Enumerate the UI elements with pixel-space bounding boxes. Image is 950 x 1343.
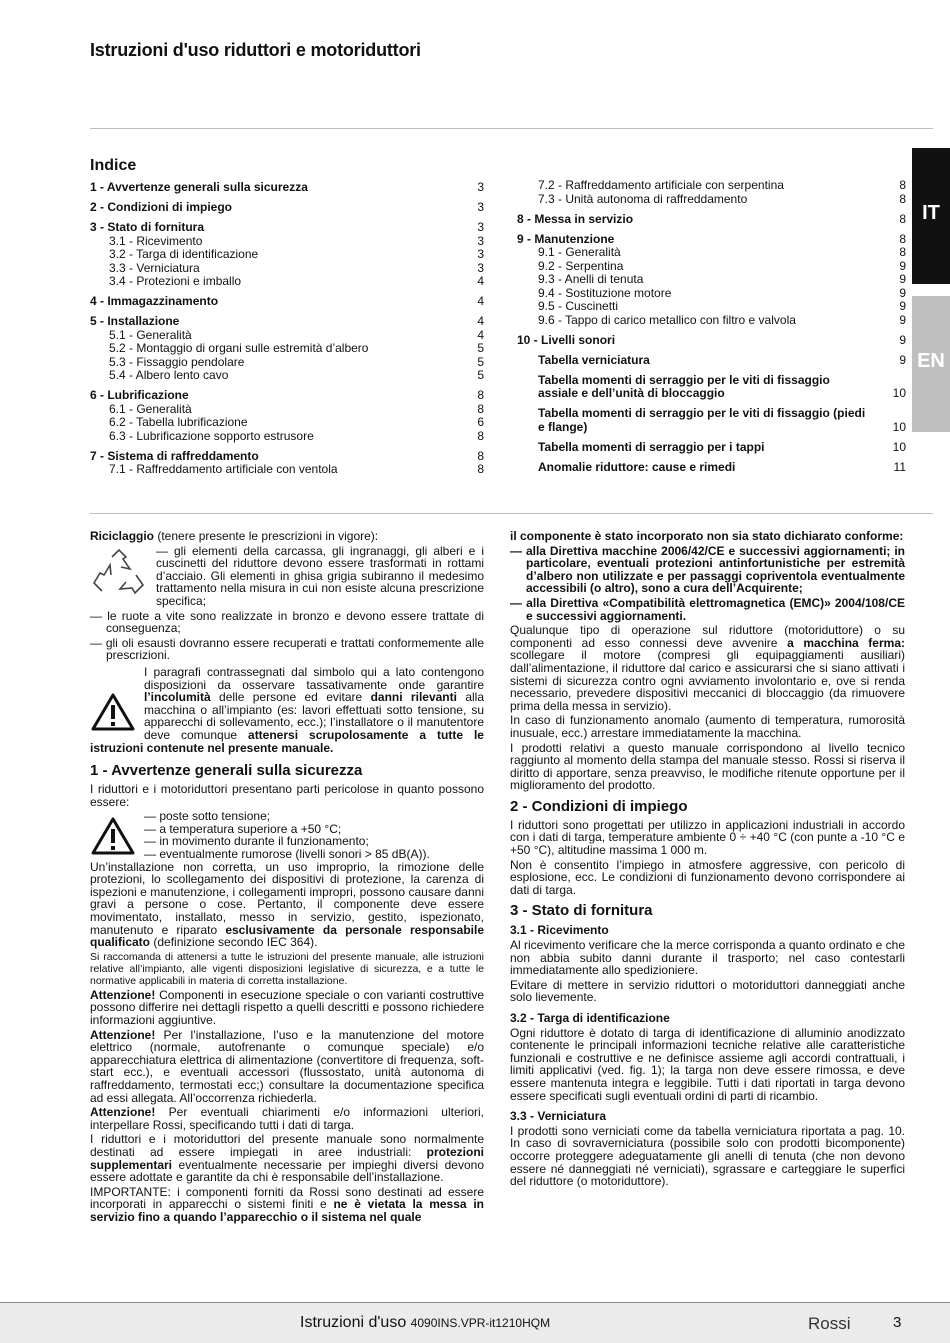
toc-entry-page: 9 [899,332,906,347]
symbol-bold-3: attenersi scrupolosamente a tutte le istruzioni contenute nel presente manuale. [90,727,484,755]
toc-entry-label: 3.2 - Targa di identificazione [109,247,259,261]
toc-entry-page: 9 [899,299,906,313]
imp-a: IMPORTANTE: i componenti forniti da Rossi sono destinati ad essere incorporati in apparecchi o sistemi finiti e [90,1184,484,1212]
toc-entry[interactable] [90,430,484,444]
page-number: 3 [893,1314,902,1331]
section-3-3-title: 3.3 - Verniciatura [510,1109,607,1124]
toc-entry[interactable] [90,248,484,262]
toc-entry-page: 9 [899,272,906,286]
toc-entry-page: 8 [899,178,906,192]
anomaly-paragraph: In caso di funzionamento anomalo (aumento di temperatura, rumorosità inusuale, ecc.) arrestare immediatamente la macchina. [510,713,905,740]
toc-entry[interactable] [517,287,906,301]
toc-entry[interactable] [90,221,484,235]
attention-2-text: Per l’installazione, l’uso e la manutenzione del motore elettrico (normale, autofrenante o comunque speciale) e/o apparecchiatura elettrica di alimentazione (convertitore di frequenza, soft-start ecc.), e eventuali accessori (flussostato, unità autonoma di raffreddamento, termostati ecc;) consultare la documentazione specifica ad essi allegata. All’occorrenza richiederla. [90,1027,484,1105]
recycling-item-1: — gli elementi della carcassa, gli ingranaggi, gli alberi e i cuscinetti del riduttore devono essere trasformati in rottami d’acciaio. Gli elementi in ghisa grigia subiranno il medesimo trattamento nella misura in cui non esiste alcuna prescrizione specifica; [156,544,484,608]
left-text-column [90,530,484,1226]
attention-2 [90,1029,484,1105]
attention-3-text: Per eventuali chiarimenti e/o informazioni ulteriori, interpellare Rossi, specificando tutti i dati di targa. [90,1105,484,1132]
document-title: Istruzioni d'uso riduttori e motoriduttori [90,40,421,60]
section-2-paragraph-2: Non è consentito l’impiego in atmosfere aggressive, con pericolo di esplosione, ecc. Le condizioni di funzionamento devono corrispondere ai dati di targa. [510,857,905,897]
recycling-item-2: — le ruote a vite sono realizzate in bronzo e devono essere trattate di conseguenza; [90,608,484,636]
recycling-intro-text: (tenere presente le prescrizioni in vigore): [154,529,379,543]
toc-entry-label: 8 - Messa in servizio [517,211,634,226]
toc-entry[interactable] [517,260,906,274]
toc-entry[interactable] [90,342,484,356]
op-b: a macchina ferma: [787,635,905,650]
toc-entry-page: 8 [899,211,906,226]
toc-entry-label: Tabella verniciatura [538,352,650,367]
attention-label: Attenzione! [90,1105,156,1120]
recycling-intro [90,530,484,543]
toc-entry-label: 9.1 - Generalità [538,245,621,259]
toc-entry[interactable] [517,461,906,475]
toc-heading: Indice [90,157,137,174]
recycling-label: Riciclaggio [90,529,155,543]
toc-entry-page: 9 [899,352,906,367]
op-a: Qualunque tipo di operazione sul riduttore (motoriduttore) o su componenti ad esso connessi deve avvenire [510,623,905,650]
footer-document-code: 4090INS.VPR-it1210HQM [410,1316,551,1330]
toc-entry[interactable] [517,441,906,455]
toc-entry[interactable] [517,233,906,247]
prof-c: eventualmente necessarie per impieghi diversi devono essere adottate e garantite da chi è responsabile dell’installazione. [90,1157,484,1185]
toc-entry[interactable] [90,403,484,417]
toc-entry-page: 8 [477,388,484,402]
toc-entry-label: 10 - Livelli sonori [517,332,616,347]
toc-entry-label: 9.2 - Serpentina [538,258,624,273]
hazard-item-1: — poste sotto tensione; [144,810,271,824]
toc-entry-label: 5.2 - Montaggio di organi sulle estremità d’albero [109,341,369,355]
symbol-bold-2: danni rilevanti [370,690,457,705]
toc-entry-page: 8 [899,191,906,206]
hazard-list-block [90,810,484,860]
toc-entry-label: 2 - Condizioni di impiego [90,200,232,214]
toc-entry-label: 7.3 - Unità autonoma di raffreddamento [538,191,748,206]
attention-label: Attenzione! [90,987,156,1002]
toc-entry-page: 5 [477,341,484,355]
toc-entry-page: 4 [477,294,484,308]
toc-entry-page: 3 [477,180,484,194]
warning-icon [90,692,136,732]
toc-entry-label: 9.6 - Tappo di carico metallico con filtro e valvola [538,312,796,327]
toc-entry[interactable] [517,213,906,227]
toc-entry[interactable] [517,246,906,260]
toc-entry-label: 3.4 - Protezioni e imballo [109,274,242,288]
toc-entry[interactable] [90,329,484,343]
recycling-icon [90,547,148,599]
footer-title-text: Istruzioni d'uso [300,1314,411,1331]
toc-entry-page: 5 [477,354,484,369]
toc-entry[interactable] [90,295,484,309]
toc-entry-page: 9 [899,312,906,327]
s1-p2b: esclusivamente da personale responsabile qualificato [90,922,485,950]
toc-entry-label: 7.2 - Raffreddamento artificiale con serpentina [538,178,784,192]
s1-p2a: Un’installazione non corretta, un uso improprio, la rimozione delle protezioni, lo scollegamento dei dispositivi di protezione, la carenza di ispezioni e manutenzione, i collegamenti impropri, possono causare danni gravi a persone o cose. Pertanto, il componente deve essere movimentato, installato, messo in servizio, gestito, ispezionato, manutenuto e riparato [90,859,484,937]
section-3-1-paragraph-2: Evitare di mettere in servizio riduttori o motoriduttori danneggiati anche solo lievemente. [510,977,905,1005]
section-3-2-paragraph: Ogni riduttore è dotato di targa di identificazione di alluminio anodizzato contenente le principali informazioni tecniche relative alle caratteristiche funzionali e costruttive e ne definisce assieme agli accordi contrattuali, i limiti applicativi (ved. fig. 1); la targa non deve essere rimossa, e deve essere mantenuta integra e leggibile. Tutti i dati riportati in targa devono essere specificati sugli eventuali ordini di parti di ricambio. [510,1025,905,1103]
continuation [510,530,905,543]
toc-entry-page: 4 [477,314,484,328]
attention-1 [90,989,484,1027]
toc-entry-page: 3 [477,247,484,261]
toc-entry-page: 10 [892,419,906,434]
toc-entry[interactable] [90,262,484,276]
symbol-text-3: alla macchina o all’impianto (es: lavori effettuati sotto tensione, su apparecchi di sollevamento, ecc.); l’installatore o il manutentore deve comunque [144,690,484,742]
symbol-text-1: I paragrafi contrassegnati dal simbolo qui a lato contengono disposizioni da osservare tassativamente onde garantire [144,665,484,692]
toc-entry[interactable] [517,407,906,434]
toc-entry-label: 6 - Lubrificazione [90,388,189,402]
toc-entry[interactable] [90,356,484,370]
toc-entry-page: 10 [892,386,906,400]
attention-label: Attenzione! [90,1027,156,1042]
toc-entry[interactable] [90,315,484,329]
toc-entry-page: 8 [899,231,906,246]
toc-entry-label: 9.4 - Sostituzione motore [538,285,672,300]
section-1-intro: I riduttori e i motoriduttori presentano parti pericolose in quanto possono essere: [90,782,484,809]
products-paragraph: I prodotti relativi a questo manuale corrispondono al livello tecnico raggiunto al momento della stampa del manuale stesso. Rossi si riserva il diritto di apportare, senza preavviso, le modifiche ritenute opportune per il miglioramento del prodotto. [510,740,905,793]
section-3-title: 3 - Stato di fornitura [510,902,653,920]
toc-entry-label: 7 - Sistema di raffreddamento [90,448,259,463]
directive-2 [510,597,905,622]
toc-entry-page: 10 [892,439,906,454]
symbol-bold-1: l’incolumità [144,690,211,705]
section-2-title: 2 - Condizioni di impiego [510,797,688,815]
section-1-note: Si raccomanda di attenersi a tutte le istruzioni del presente manuale, alle istruzioni relative all’impianto, alle vigenti disposizioni legislative di sicurezza, e a tutte le normative applicabili in materia di corretta installazione. [90,950,484,987]
toc-entry-page: 8 [477,401,484,416]
section-3-1-title: 3.1 - Ricevimento [510,923,609,938]
toc-entry-label: 9.3 - Anelli di tenuta [538,272,644,286]
attention-1-text: Componenti in esecuzione speciale o con varianti costruttive possono differire nei dettagli rispetto a quelli descritti e possono richiedere informazioni aggiuntive. [90,987,484,1027]
toc-entry-page: 4 [477,327,484,342]
toc-entry-label: Tabella momenti di serraggio per le viti di fissaggio (piedi e flange) [538,406,866,434]
toc-divider [90,513,933,514]
toc-entry[interactable] [517,334,906,348]
toc-entry-page: 8 [477,462,484,476]
footer-brand: Rossi [808,1314,851,1333]
toc-entry[interactable] [517,273,906,287]
toc-entry-page: 9 [899,258,906,273]
toc-entry-label: Tabella momenti di serraggio per le viti di fissaggio assiale e dell’unità di bloccaggio [538,372,830,400]
toc-entry-page: 8 [477,428,484,443]
toc-entry[interactable] [517,354,906,368]
toc-entry-page: 11 [893,459,906,474]
toc-entry-label: 5.1 - Generalità [109,327,192,342]
toc-entry-label: Tabella momenti di serraggio per i tappi [538,439,765,454]
toc-entry[interactable] [90,181,484,195]
toc-entry-label: 5 - Installazione [90,314,180,328]
continuation-text: il componente è stato incorporato non sia stato dichiarato conforme: [510,529,904,543]
toc-entry-page: 3 [477,220,484,234]
toc-entry-page: 8 [477,448,484,463]
recycling-item-3: — gli oli esausti dovranno essere recuperati e trattati conformemente alle prescrizioni. [90,635,484,663]
section-1-paragraph-2 [90,861,484,949]
safety-symbol-text [90,666,484,754]
toc-entry-label: 6.1 - Generalità [109,401,192,416]
warning-icon [90,816,136,856]
toc-entry-page: 3 [477,233,484,248]
prof-b: protezioni supplementari [90,1144,484,1172]
toc-entry[interactable] [517,179,906,193]
toc-left-column [90,181,484,477]
safety-symbol-block [90,666,484,756]
toc-entry[interactable] [90,235,484,249]
important-paragraph [90,1186,484,1224]
toc-entry[interactable] [517,374,906,401]
toc-entry-page: 5 [477,368,484,382]
protections-paragraph [90,1133,484,1183]
right-text-column [510,530,905,1190]
section-3-1-paragraph-1: Al ricevimento verificare che la merce corrisponda a quanto ordinato e che non abbia subito danni durante il trasporto; nel caso contestarli immediatamente allo spedizioniere. [510,938,905,978]
toc-entry[interactable] [90,389,484,403]
directive-1 [510,545,905,595]
prof-a: I riduttori e i motoriduttori del presente manuale sono normalmente destinati ad essere impiegati in aree industriali: [90,1132,484,1159]
toc-entry[interactable] [90,275,484,289]
hazard-item-3: — in movimento durante il funzionamento; [144,834,369,849]
toc-entry-label: 4 - Immagazzinamento [90,294,219,308]
toc-entry[interactable] [90,416,484,430]
toc-entry-label: 5.3 - Fissaggio pendolare [109,354,245,369]
symbol-text-2: delle persone ed evitare [210,690,371,705]
operation-paragraph [510,624,905,712]
toc-entry-page: 3 [477,200,484,214]
hazard-item-4: — eventualmente rumorose (livelli sonori > 85 dB(A)). [144,847,430,861]
section-3-2-title: 3.2 - Targa di identificazione [510,1011,670,1025]
op-c: scollegare il motore (compresi gli equipaggiamenti ausiliari) dall’alimentazione, il riduttore dal carico e assicurarsi che si siano attivati i sistemi di sicurezza contro ogni avviamento involontario e, ove si renda necessario, prevedere dispositivi meccanici di bloccaggio (da rimuovere prima della messa in servizio). [510,648,905,713]
toc-entry-label: Anomalie riduttore: cause e rimedi [538,459,736,474]
toc-entry[interactable] [517,300,906,314]
hazard-item-2: — a temperatura superiore a +50 °C; [144,821,342,836]
toc-entry-label: 3.1 - Ricevimento [109,233,203,248]
section-2-paragraph-1: I riduttori sono progettati per utilizzo in applicazioni industriali in accordo con i dati di targa, temperature ambiente 0 ÷ +40 °C (con punte a -10 °C e +50 °C), altitudine massima 1 000 m. [510,817,905,858]
directive-1-text: — alla Direttiva macchine 2006/42/CE e successivi aggiornamenti; in particolare, eventuali protezioni antinfortunistiche per estremità d’albero non utilizzate e per passaggi copriventola eventualmente accessibili (o altro), sono a cura dell’Acquirente; [510,543,905,596]
toc-entry[interactable] [90,369,484,383]
footer-title [300,1314,550,1332]
toc-entry[interactable] [517,193,906,207]
toc-entry[interactable] [90,463,484,477]
toc-entry[interactable] [517,314,906,328]
imp-b: ne è vietata la messa in servizio fino a quando l’apparecchio o il sistema nel quale [90,1197,485,1224]
toc-entry-label: 1 - Avvertenze generali sulla sicurezza [90,180,308,194]
section-1-title: 1 - Avvertenze generali sulla sicurezza [90,762,363,780]
recycling-block [90,545,484,610]
toc-entry-page: 4 [477,274,484,288]
toc-entry-page: 8 [899,245,906,259]
toc-entry-label: 3.3 - Verniciatura [109,260,200,275]
toc-entry[interactable] [90,201,484,215]
toc-entry[interactable] [90,450,484,464]
s1-p2c: (definizione secondo IEC 364). [150,935,318,950]
toc-entry-page: 3 [477,260,484,275]
toc-entry-label: 9 - Manutenzione [517,231,615,246]
footer-divider [0,1302,950,1303]
section-3-3-paragraph: I prodotti sono verniciati come da tabella verniciatura riportata a pag. 10. In caso di sovraverniciatura (possibile solo con prodotti bicomponente) occorre proteggere adeguatamente gli anelli di tenuta (che non devono essere né danneggiati né verniciati), sgrassare e carteggiare le superfici del riduttore (o motoriduttore). [510,1123,905,1189]
toc-entry-label: 9.5 - Cuscinetti [538,299,619,313]
toc-entry-page: 6 [477,415,484,429]
toc-entry-label: 5.4 - Albero lento cavo [109,368,229,382]
directive-2-text: — alla Direttiva «Compatibilità elettromagnetica (EMC)» 2004/108/CE e successivi aggiornamenti. [510,595,905,623]
toc-entry-label: 3 - Stato di fornitura [90,220,204,234]
attention-3 [90,1106,484,1131]
toc-right-column [517,179,906,474]
header-divider [90,128,933,129]
toc-entry-label: 7.1 - Raffreddamento artificiale con ventola [109,462,338,476]
toc-entry-page: 9 [899,285,906,300]
toc-entry-label: 6.2 - Tabella lubrificazione [109,415,248,429]
toc-entry-label: 6.3 - Lubrificazione sopporto estrusore [109,428,314,443]
language-tab-it[interactable]: IT [912,148,950,284]
language-tab-en[interactable]: EN [912,296,950,432]
